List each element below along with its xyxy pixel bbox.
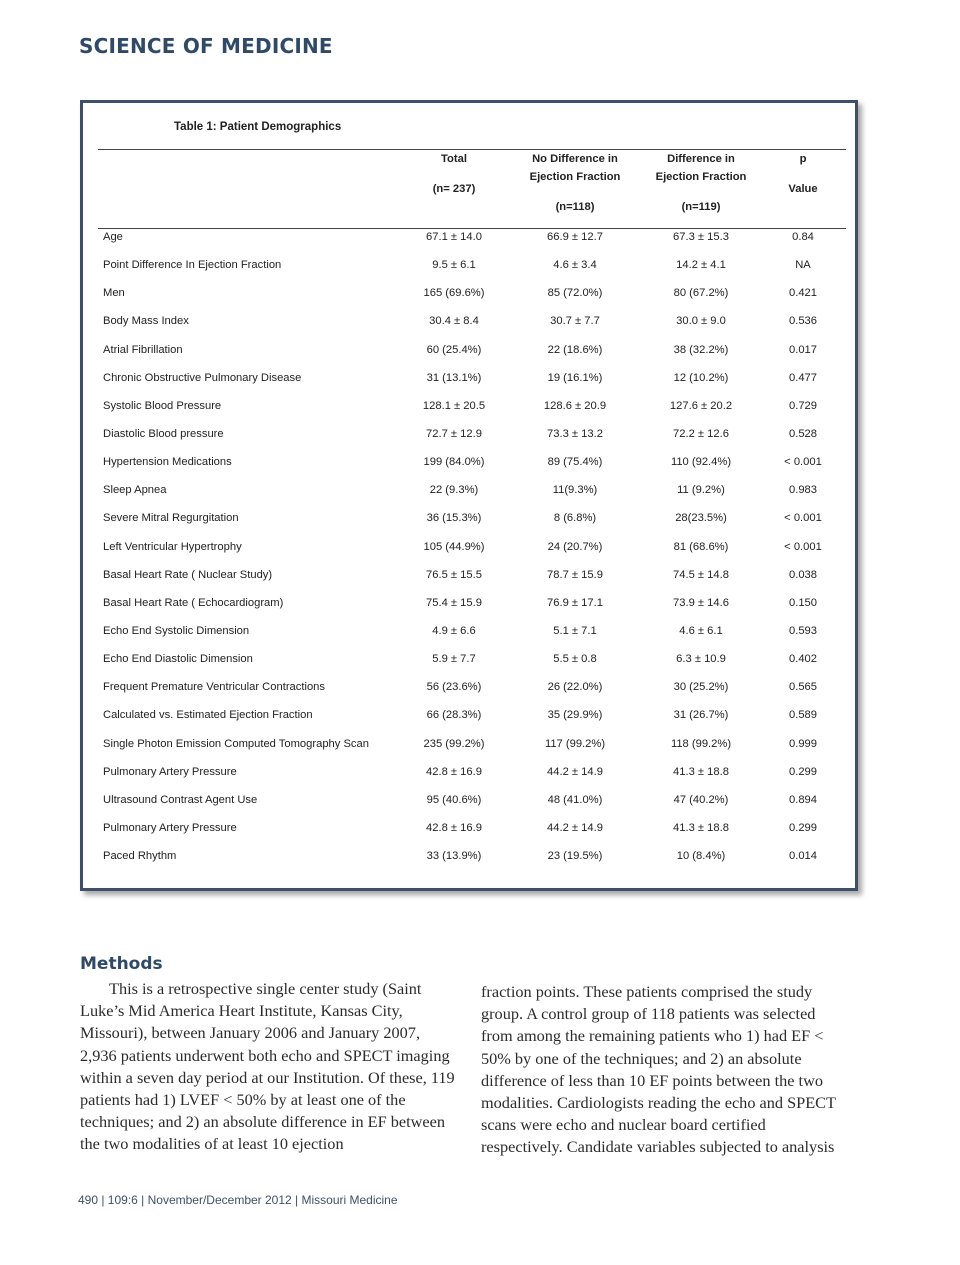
- cell-no-difference: 8 (6.8%): [553, 512, 597, 525]
- row-label: Atrial Fibrillation: [103, 343, 183, 356]
- table-row: [83, 595, 855, 623]
- table-row: [83, 313, 855, 341]
- header-difference: [636, 150, 766, 216]
- cell-no-difference: 128.6 ± 20.9: [543, 399, 607, 412]
- cell-p-value: 0.536: [789, 315, 817, 328]
- table-row: [83, 285, 855, 313]
- cell-difference: 127.6 ± 20.2: [669, 399, 733, 412]
- cell-p-value: NA: [795, 259, 811, 272]
- row-label: Echo End Diastolic Dimension: [103, 653, 253, 666]
- header-total-n: (n= 237): [432, 183, 476, 195]
- cell-difference: 110 (92.4%): [670, 456, 732, 469]
- table-row: [83, 623, 855, 651]
- table-row: [83, 848, 855, 876]
- cell-no-difference: 4.6 ± 3.4: [553, 259, 597, 272]
- cell-p-value: 0.84: [792, 231, 814, 243]
- cell-difference: 6.3 ± 10.9: [676, 653, 726, 666]
- cell-difference: 14.2 ± 4.1: [676, 259, 726, 272]
- cell-p-value: 0.150: [789, 596, 817, 609]
- row-label: Pulmonary Artery Pressure: [103, 821, 237, 834]
- cell-total: 75.4 ± 15.9: [426, 596, 482, 609]
- cell-difference: 41.3 ± 18.8: [673, 821, 729, 834]
- cell-difference: 41.3 ± 18.8: [673, 765, 729, 778]
- cell-p-value: 0.299: [789, 821, 817, 834]
- table-row: [83, 764, 855, 792]
- cell-p-value: 0.014: [789, 850, 817, 863]
- table-row: [83, 792, 855, 820]
- cell-difference: 30 (25.2%): [673, 681, 729, 694]
- cell-difference: 72.2 ± 12.6: [673, 427, 729, 440]
- row-label: Basal Heart Rate ( Echocardiogram): [103, 596, 284, 609]
- row-label: Diastolic Blood pressure: [103, 427, 224, 440]
- cell-no-difference: 22 (18.6%): [547, 343, 603, 356]
- cell-no-difference: 89 (75.4%): [547, 456, 603, 469]
- table-row: [83, 539, 855, 567]
- cell-no-difference: 85 (72.0%): [547, 287, 603, 300]
- row-label: Calculated vs. Estimated Ejection Fraction: [103, 709, 313, 722]
- table-row: [83, 510, 855, 538]
- cell-difference: 81 (68.6%): [673, 540, 729, 553]
- cell-total: 4.9 ± 6.6: [432, 624, 476, 637]
- cell-no-difference: 117 (99.2%): [544, 737, 606, 750]
- row-label: Echo End Systolic Dimension: [103, 624, 250, 637]
- cell-difference: 38 (32.2%): [673, 343, 729, 356]
- cell-no-difference: 35 (29.9%): [547, 709, 603, 722]
- cell-p-value: 0.038: [789, 568, 817, 581]
- cell-total: 30.4 ± 8.4: [429, 315, 479, 328]
- cell-no-difference: 19 (16.1%): [547, 371, 603, 384]
- cell-total: 105 (44.9%): [423, 540, 485, 553]
- header-p-value: [758, 150, 848, 198]
- cell-p-value: 0.983: [789, 484, 817, 497]
- table-row: [83, 370, 855, 398]
- cell-p-value: 0.999: [789, 737, 817, 750]
- row-label: Age: [103, 231, 123, 243]
- cell-p-value: 0.299: [789, 765, 817, 778]
- cell-difference: 47 (40.2%): [673, 793, 729, 806]
- cell-no-difference: 48 (41.0%): [547, 793, 603, 806]
- table-row: [83, 342, 855, 370]
- table-row: [83, 736, 855, 764]
- methods-heading: Methods: [80, 954, 163, 974]
- cell-no-difference: 30.7 ± 7.7: [550, 315, 600, 328]
- journal-section-header: SCIENCE OF MEDICINE: [79, 34, 333, 58]
- row-label: Paced Rhythm: [103, 850, 177, 863]
- cell-total: 60 (25.4%): [426, 343, 482, 356]
- cell-total: 72.7 ± 12.9: [426, 427, 482, 440]
- table-row: [83, 482, 855, 510]
- cell-difference: 118 (99.2%): [670, 737, 732, 750]
- cell-p-value: 0.017: [789, 343, 817, 356]
- cell-difference: 73.9 ± 14.6: [673, 596, 729, 609]
- cell-difference: 11 (9.2%): [677, 484, 725, 497]
- cell-no-difference: 26 (22.0%): [547, 681, 603, 694]
- cell-total: 66 (28.3%): [426, 709, 482, 722]
- cell-p-value: 0.593: [789, 624, 817, 637]
- cell-p-value: < 0.001: [784, 456, 822, 469]
- cell-total: 31 (13.1%): [426, 371, 482, 384]
- cell-total: 22 (9.3%): [429, 484, 479, 497]
- row-label: Left Ventricular Hypertrophy: [103, 540, 242, 553]
- cell-no-difference: 24 (20.7%): [547, 540, 603, 553]
- cell-total: 42.8 ± 16.9: [426, 765, 482, 778]
- methods-column-left: This is a retrospective single center study (Saint Luke’s Mid America Heart Institute, Kansas City, Missouri), between January 2006 and January 2007, 2,936 patients underwent both echo and SPECT imaging within a seven day period at our Institution. Of these, 119 patients had 1) LVEF < 50% by at least one of the techniques; and 2) an absolute difference in EF between the two modalities of at least 10 ejection: [80, 979, 455, 1154]
- table-row: [83, 651, 855, 679]
- cell-p-value: 0.894: [789, 793, 817, 806]
- cell-difference: 74.5 ± 14.8: [673, 568, 729, 581]
- row-label: Systolic Blood Pressure: [103, 399, 222, 412]
- cell-p-value: 0.729: [789, 399, 817, 412]
- table-row: [83, 707, 855, 735]
- cell-no-difference: 44.2 ± 14.9: [547, 821, 603, 834]
- cell-no-difference: 73.3 ± 13.2: [547, 427, 603, 440]
- row-label: Frequent Premature Ventricular Contractions: [103, 681, 325, 694]
- row-label: Hypertension Medications: [103, 456, 232, 469]
- cell-no-difference: 23 (19.5%): [547, 850, 603, 863]
- cell-total: 95 (40.6%): [426, 793, 482, 806]
- table-row: [83, 679, 855, 707]
- table-row: [83, 820, 855, 848]
- table-caption: Table 1: Patient Demographics: [174, 121, 342, 133]
- cell-p-value: 0.402: [789, 653, 817, 666]
- header-p-line2: Value: [788, 183, 818, 195]
- cell-total: 199 (84.0%): [423, 456, 485, 469]
- cell-no-difference: 5.1 ± 7.1: [553, 624, 597, 637]
- cell-total: 9.5 ± 6.1: [432, 259, 476, 272]
- cell-no-difference: 66.9 ± 12.7: [547, 231, 603, 243]
- row-label: Chronic Obstructive Pulmonary Disease: [103, 371, 302, 384]
- header-total-title: Total: [441, 153, 467, 165]
- cell-difference: 28(23.5%): [675, 512, 727, 525]
- header-diff-n: (n=119): [681, 201, 721, 213]
- cell-p-value: < 0.001: [784, 512, 822, 525]
- table-row: [83, 567, 855, 595]
- cell-total: 128.1 ± 20.5: [422, 399, 486, 412]
- cell-total: 36 (15.3%): [426, 512, 482, 525]
- row-label: Sleep Apnea: [103, 484, 167, 497]
- cell-p-value: 0.421: [789, 287, 817, 300]
- cell-no-difference: 78.7 ± 15.9: [547, 568, 603, 581]
- row-label: Ultrasound Contrast Agent Use: [103, 793, 258, 806]
- cell-no-difference: 5.5 ± 0.8: [553, 653, 597, 666]
- cell-difference: 4.6 ± 6.1: [679, 624, 723, 637]
- cell-total: 56 (23.6%): [426, 681, 482, 694]
- table-row: [83, 454, 855, 482]
- table-row: [83, 426, 855, 454]
- cell-no-difference: 44.2 ± 14.9: [547, 765, 603, 778]
- header-p-line1: p: [799, 153, 807, 165]
- cell-total: 42.8 ± 16.9: [426, 821, 482, 834]
- cell-p-value: 0.589: [789, 709, 817, 722]
- page-footer: 490 | 109:6 | November/December 2012 | Missouri Medicine: [78, 1193, 398, 1207]
- cell-no-difference: 11(9.3%): [552, 484, 598, 497]
- cell-p-value: 0.528: [789, 427, 817, 440]
- table-row: [83, 229, 855, 257]
- cell-p-value: < 0.001: [784, 540, 822, 553]
- row-label: Single Photon Emission Computed Tomography Scan: [103, 737, 369, 750]
- row-label: Pulmonary Artery Pressure: [103, 765, 237, 778]
- cell-difference: 80 (67.2%): [673, 287, 729, 300]
- cell-total: 235 (99.2%): [423, 737, 485, 750]
- row-label: Basal Heart Rate ( Nuclear Study): [103, 568, 273, 581]
- cell-difference: 67.3 ± 15.3: [673, 231, 729, 243]
- cell-difference: 31 (26.7%): [673, 709, 729, 722]
- cell-total: 5.9 ± 7.7: [432, 653, 476, 666]
- cell-total: 165 (69.6%): [423, 287, 485, 300]
- table-row: [83, 398, 855, 426]
- row-label: Body Mass Index: [103, 315, 189, 328]
- header-no-difference: [510, 150, 640, 216]
- cell-total: 33 (13.9%): [426, 850, 482, 863]
- header-diff-line2: Ejection Fraction: [655, 171, 747, 183]
- cell-total: 76.5 ± 15.5: [426, 568, 482, 581]
- cell-total: 67.1 ± 14.0: [426, 231, 482, 243]
- cell-difference: 30.0 ± 9.0: [676, 315, 726, 328]
- header-total: [389, 150, 519, 198]
- header-nodiff-line2: Ejection Fraction: [529, 171, 621, 183]
- header-diff-line1: Difference in: [667, 153, 735, 165]
- methods-column-right: fraction points. These patients comprised the study group. A control group of 118 patients was selected from among the remaining patients who 1) had EF < 50% by one of the techniques; and 2) an absolute difference of less than 10 EF points between the two modalities. Cardiologists reading the echo and SPECT scans were echo and nuclear board certified respectively. Candidate variables subjected to analysis: [481, 982, 836, 1157]
- demographics-table: [80, 100, 858, 891]
- header-nodiff-n: (n=118): [555, 201, 595, 213]
- row-label: Point Difference In Ejection Fraction: [103, 259, 282, 272]
- table-body: [83, 229, 855, 876]
- cell-difference: 10 (8.4%): [676, 850, 726, 863]
- row-label: Men: [103, 287, 125, 300]
- cell-p-value: 0.477: [789, 371, 817, 384]
- header-nodiff-line1: No Difference in: [532, 153, 618, 165]
- cell-p-value: 0.565: [789, 681, 817, 694]
- cell-difference: 12 (10.2%): [673, 371, 729, 384]
- row-label: Severe Mitral Regurgitation: [103, 512, 239, 525]
- table-row: [83, 257, 855, 285]
- cell-no-difference: 76.9 ± 17.1: [547, 596, 603, 609]
